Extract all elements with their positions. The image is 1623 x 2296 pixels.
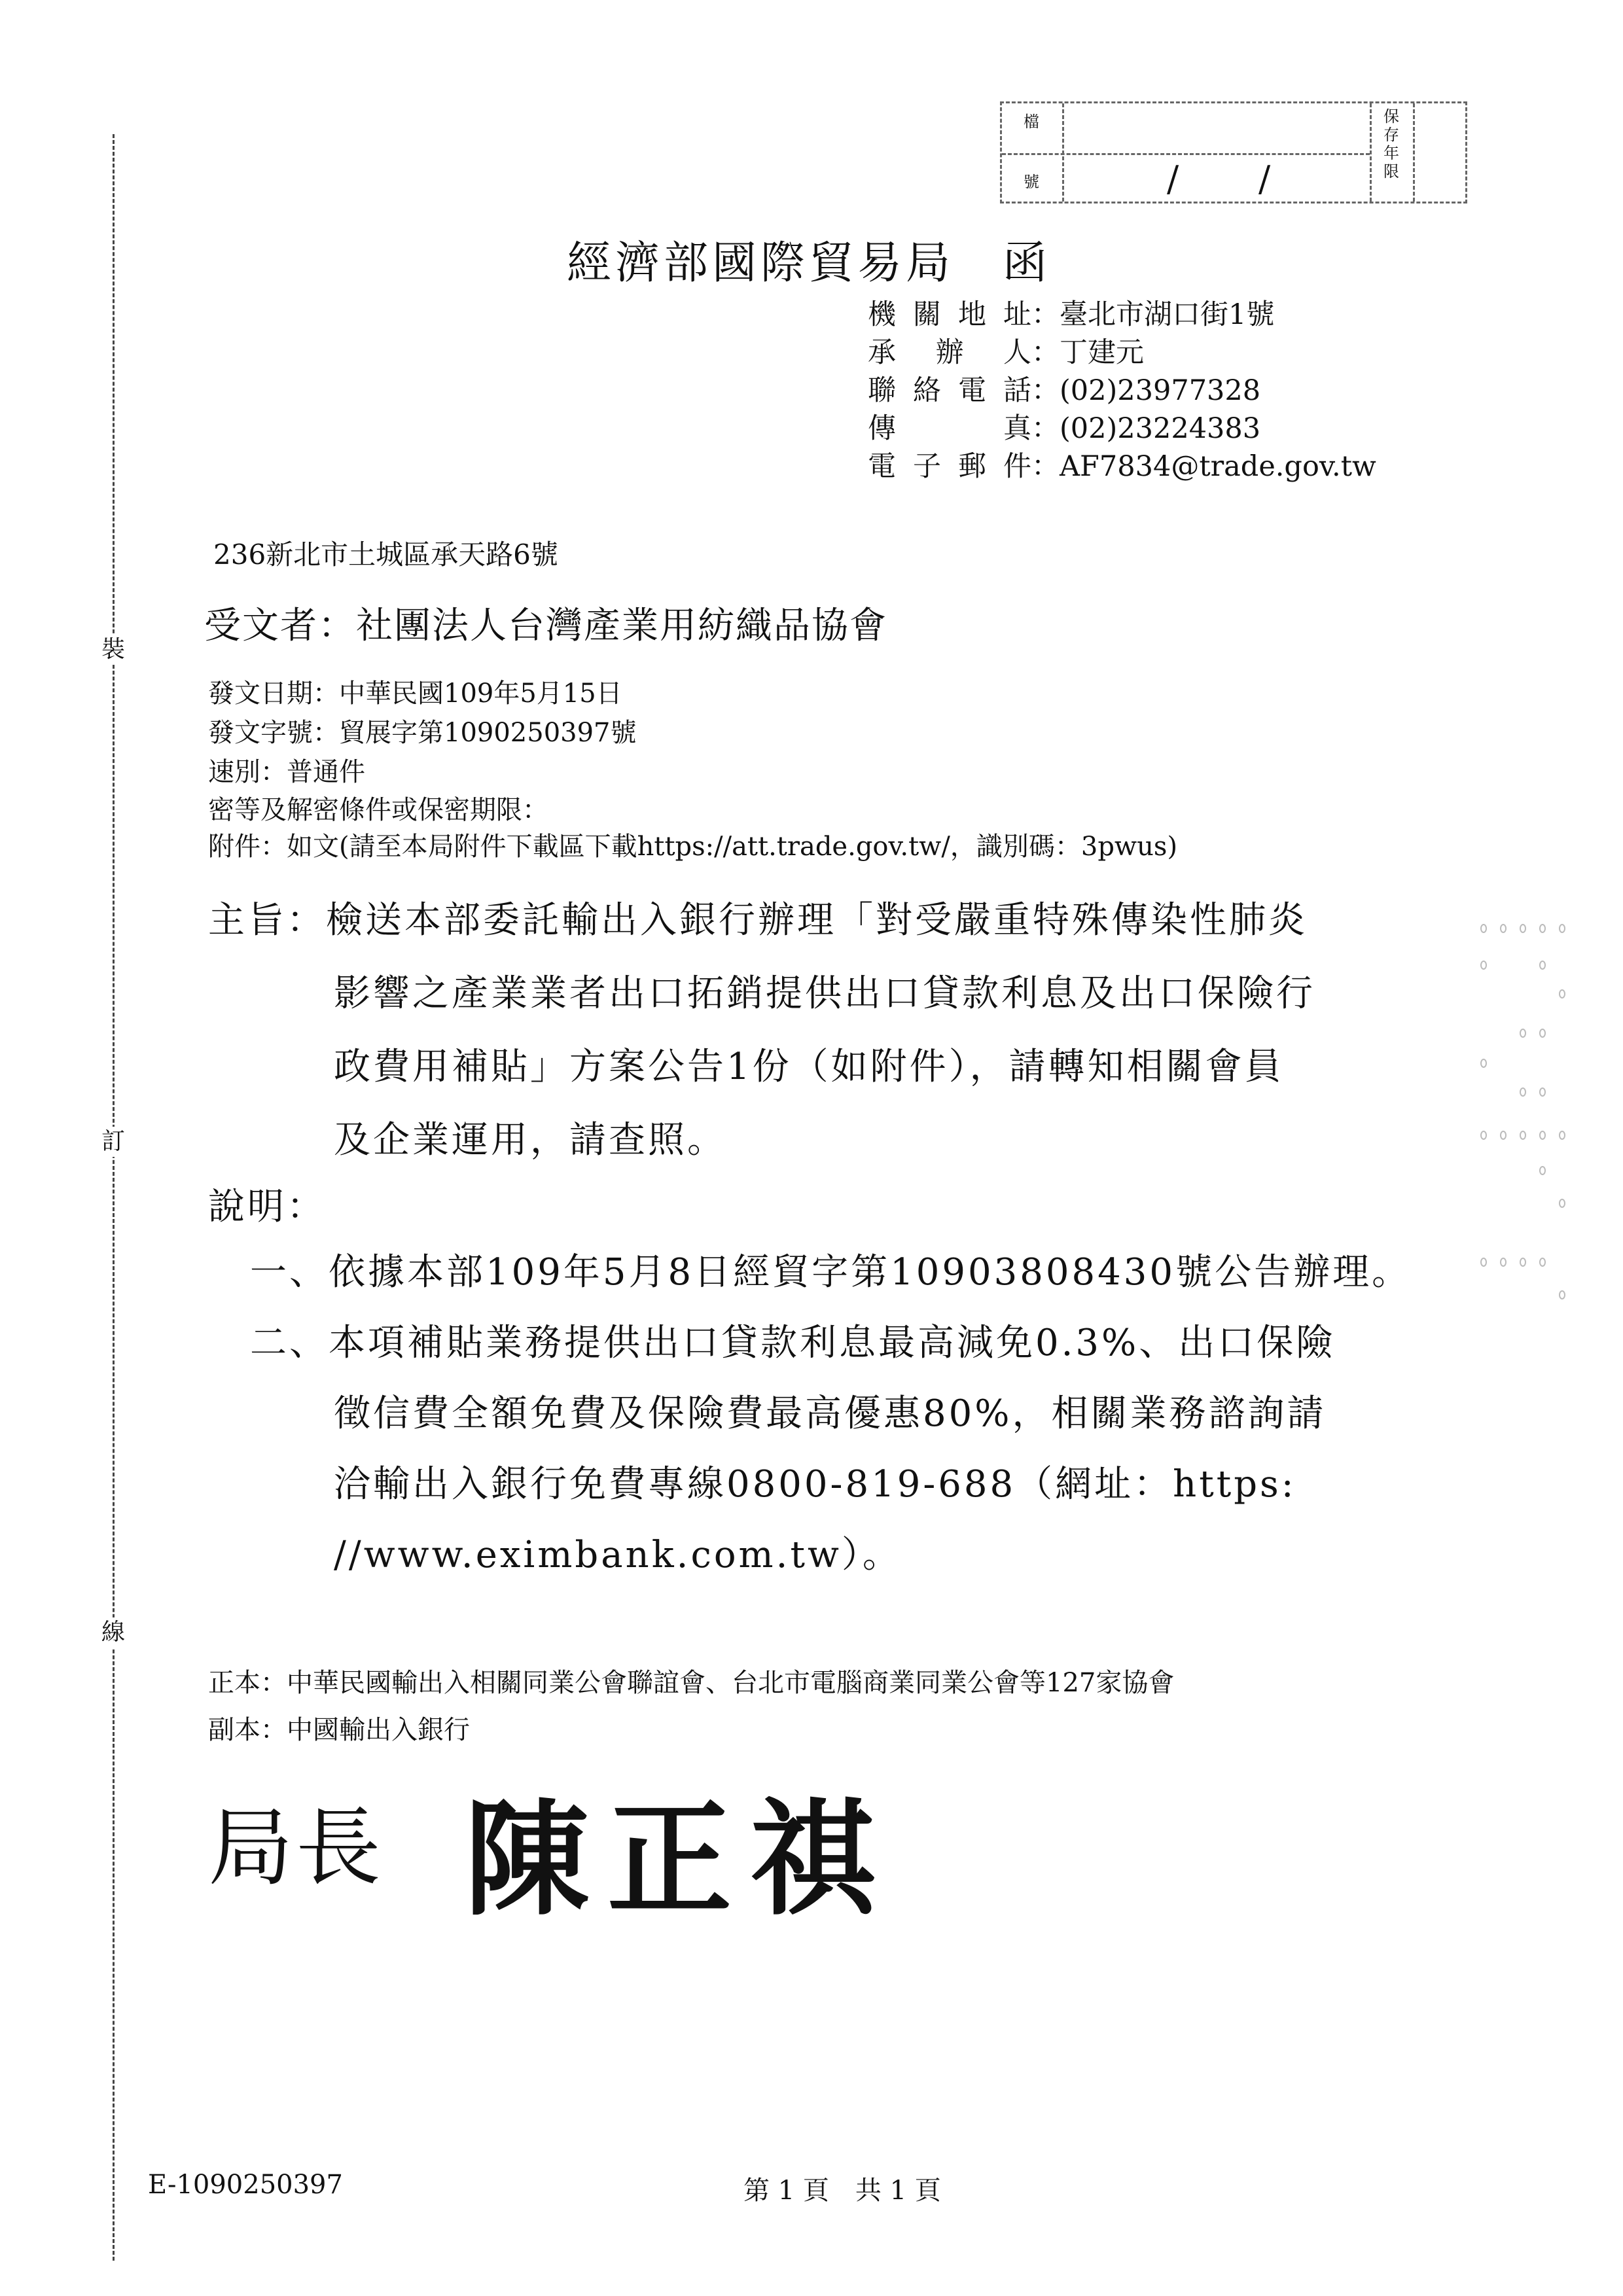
scan-dot: [1480, 1258, 1487, 1267]
subject-line-4: 及企業運用，請查照。: [334, 1119, 726, 1161]
contact-phone-label: 聯絡電話: [868, 374, 1031, 407]
archive-number-cell: [1062, 103, 1372, 202]
archive-retention-cell: [1370, 103, 1415, 202]
scan-dot: [1500, 924, 1507, 933]
archive-hao: 號: [1024, 173, 1039, 191]
contact-address: [868, 296, 1274, 334]
scan-dot: [1539, 924, 1546, 933]
scan-dot: [1559, 1290, 1565, 1299]
scan-dot: [1539, 961, 1546, 970]
scan-dot: [1539, 1131, 1546, 1140]
description-item-1: 一、依據本部109年5月8日經貿字第10903808430號公告辦理。: [250, 1251, 1412, 1294]
contact-fax: [868, 410, 1260, 448]
archive-label-cell: [1002, 103, 1064, 202]
scan-dot: [1520, 924, 1526, 933]
binding-line: [113, 134, 115, 2261]
scan-dot: [1539, 1087, 1546, 1097]
binding-char-xian: 線: [98, 1617, 128, 1648]
scan-dot: [1480, 1131, 1487, 1140]
contact-handler-label: 承辦人: [868, 336, 1031, 369]
signature-title: 局長: [208, 1798, 384, 1898]
contact-handler: [868, 334, 1144, 372]
scan-dot: [1539, 1258, 1546, 1267]
copies-original: 正本：中華民國輸出入相關同業公會聯誼會、台北市電腦商業同業公會等127家協會: [208, 1668, 1175, 1698]
contact-email-value: ：AF7834@trade.gov.tw: [1031, 450, 1376, 483]
scan-dot: [1500, 1258, 1507, 1267]
scan-dot: [1500, 1131, 1507, 1140]
contact-fax-label: 傳真: [868, 412, 1031, 445]
scan-dot: [1520, 1087, 1526, 1097]
archive-dang: 檔: [1024, 113, 1039, 131]
issue-number: 發文字號：貿展字第1090250397號: [208, 718, 637, 748]
binding-char-ding: 訂: [98, 1127, 128, 1157]
scan-dot: [1520, 1131, 1526, 1140]
contact-fax-value: ：(02)23224383: [1031, 412, 1261, 445]
archive-divider: [1002, 153, 1370, 155]
contact-phone-value: ：(02)23977328: [1031, 374, 1261, 407]
description-item-2-line-3: 洽輸出入銀行免費專線0800-819-688（網址：https:: [334, 1463, 1296, 1506]
binding-char-zhuang: 裝: [98, 635, 128, 665]
contact-handler-value: ：丁建元: [1031, 336, 1144, 369]
copies-duplicate: 副本：中國輸出入銀行: [208, 1715, 470, 1745]
description-heading: 說明：: [208, 1186, 326, 1228]
scan-dot: [1480, 961, 1487, 970]
archive-retention-label: 保存年限: [1383, 107, 1399, 181]
secrecy-level: 密等及解密條件或保密期限：: [208, 795, 548, 825]
scan-margin-dots: [1480, 924, 1585, 1316]
scan-dot: [1520, 1029, 1526, 1038]
issue-date: 發文日期：中華民國109年5月15日: [208, 679, 622, 709]
contact-address-label: 機關地址: [868, 298, 1031, 331]
contact-email: [868, 448, 1376, 486]
page-indicator: 第 1 頁 共 1 頁: [743, 2176, 941, 2206]
description-item-2-line-1: 二、本項補貼業務提供出口貸款利息最高減免0.3%、出口保險: [250, 1322, 1336, 1364]
archive-slash-2: /: [1258, 158, 1271, 200]
scan-dot: [1480, 1059, 1487, 1068]
recipient-name: 受文者：社團法人台灣產業用紡織品協會: [204, 605, 887, 647]
signature-name: 陳正祺: [465, 1788, 893, 1932]
document-id: E-1090250397: [148, 2170, 343, 2200]
scan-dot: [1559, 1131, 1565, 1140]
scan-dot: [1480, 924, 1487, 933]
scan-dot: [1559, 924, 1565, 933]
recipient-postal-address: 236新北市土城區承天路6號: [213, 539, 558, 571]
subject-line-2: 影響之產業業者出口拓銷提供出口貸款利息及出口保險行: [334, 972, 1315, 1015]
description-item-2-line-4: //www.eximbank.com.tw）。: [334, 1534, 902, 1576]
scan-dot: [1559, 989, 1565, 998]
description-item-2-line-2: 徵信費全額免費及保險費最高優惠80%，相關業務諮詢請: [334, 1392, 1327, 1435]
document-title: 經濟部國際貿易局 函: [567, 238, 1052, 289]
contact-email-label: 電子郵件: [868, 450, 1031, 483]
attachment-note: 附件：如文(請至本局附件下載區下載https://att.trade.gov.tw/，識別碼：3pwus): [208, 832, 1178, 862]
archive-slash-1: /: [1167, 158, 1179, 200]
delivery-speed: 速別：普通件: [208, 757, 365, 787]
contact-address-value: ：臺北市湖口街1號: [1031, 298, 1275, 331]
scan-dot: [1559, 1199, 1565, 1208]
archive-box: [1000, 101, 1467, 203]
scan-dot: [1520, 1258, 1526, 1267]
scan-dot: [1539, 1166, 1546, 1175]
subject-line-3: 政費用補貼」方案公告1份（如附件），請轉知相關會員: [334, 1046, 1284, 1088]
subject-line-1: 主旨：檢送本部委託輸出入銀行辦理「對受嚴重特殊傳染性肺炎: [208, 899, 1308, 942]
scan-dot: [1539, 1029, 1546, 1038]
contact-phone: [868, 372, 1260, 410]
